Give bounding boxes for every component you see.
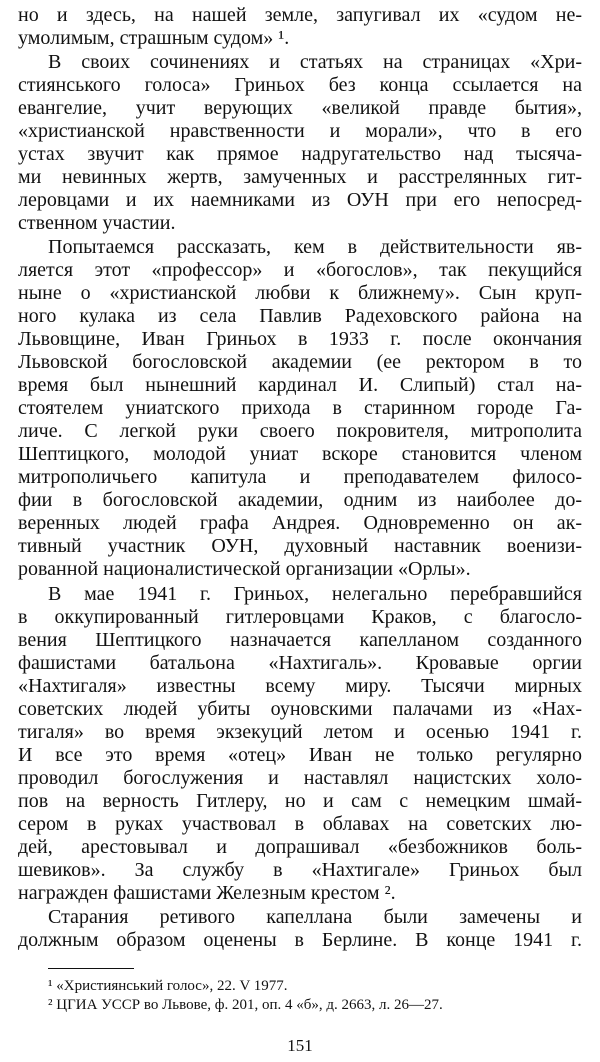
text-line: должным образом оценены в Берлине. В конце 1941 г. (18, 929, 582, 951)
text-line: дей, арестовывал и допрашивал «безбожников боль- (18, 836, 582, 858)
text-line: Шептицкого, молодой униат вскоре становится членом (18, 443, 582, 465)
text-line: митрополичьего капитула и преподавателем филосо- (18, 466, 582, 488)
text-line: ственном участии. (18, 212, 176, 234)
paragraph-first-line: Попытаемся рассказать, кем в действительности яв- (48, 236, 582, 258)
footnote: ² ЦГИА УССР во Львове, ф. 201, оп. 4 «б», д. 2663, л. 26—27. (48, 997, 443, 1013)
text-line: умолимым, страшным судом» ¹. (18, 27, 290, 49)
text-line: в оккупированный гитлеровцами Краков, с благосло- (18, 606, 582, 628)
text-line: время был нынешний кардинал И. Слипый) стал на- (18, 374, 582, 396)
text-line: Львовской богословской академии (ее ректором в то (18, 351, 582, 373)
footnote-separator (48, 968, 134, 969)
text-line: пов на верность Гитлеру, но и сам с немецким шмай- (18, 790, 582, 812)
text-line: вения Шептицкого назначается капелланом созданного (18, 629, 582, 651)
text-line: ми невинных жертв, замученных и расстрелянных гит- (18, 166, 582, 188)
text-line: фашистами батальона «Нахтигаль». Кровавые оргии (18, 652, 582, 674)
text-line: «христианской нравственности и морали», что в его (18, 120, 582, 142)
text-line: евангелие, учит верующих «великой правде бытия», (18, 97, 582, 119)
text-line: рованной националистической организации «Орлы». (18, 558, 471, 580)
text-line: но и здесь, на нашей земле, запугивал их «судом не- (18, 4, 582, 26)
paragraph-first-line: В мае 1941 г. Гриньох, нелегально перебравшийся (48, 583, 582, 605)
page-number: 151 (287, 1036, 313, 1055)
text-line: веренных людей графа Андрея. Одновременно он ак- (18, 512, 582, 534)
text-line: ляется этот «профессор» и «богослов», так пекущийся (18, 259, 582, 281)
text-line: ного кулака из села Павлив Радеховского района на (18, 305, 582, 327)
text-line: ныне о «христианской любви к ближнему». Сын круп- (18, 282, 582, 304)
text-line: проводил богослужения и наставлял нацистских холо- (18, 767, 582, 789)
text-line: леровцами и их наемниками из ОУН при его непосред- (18, 189, 582, 211)
text-line: стоятелем униатского прихода в старинном городе Га- (18, 397, 582, 419)
text-line: Львовщине, Иван Гриньох в 1933 г. после окончания (18, 328, 582, 350)
text-line: личе. С легкой руки своего покровителя, митрополита (18, 420, 582, 442)
text-line: стиянського голоса» Гриньох без конца ссылается на (18, 74, 582, 96)
text-line: фии в богословской академии, одним из наиболее до- (18, 489, 582, 511)
text-line: «Нахтигаля» известны всему миру. Тысячи мирных (18, 675, 582, 697)
text-line: шевиков». За службу в «Нахтигале» Гриньох был (18, 859, 582, 881)
text-line: устах звучит как прямое надругательство над тысяча- (18, 143, 582, 165)
paragraph-first-line: В своих сочинениях и статьях на страницах «Хри- (48, 51, 582, 73)
paragraph-first-line: Старания ретивого капеллана были замечены и (48, 906, 582, 928)
text-line: тивный участник ОУН, духовный наставник военизи- (18, 535, 582, 557)
text-line: сером в руках участвовал в облавах на советских лю- (18, 813, 582, 835)
text-line: советских людей убиты оуновскими палачами из «Нах- (18, 698, 582, 720)
text-line: тигаля» во время экзекуций летом и осенью 1941 г. (18, 721, 582, 743)
footnote: ¹ «Християнський голос», 22. V 1977. (48, 978, 288, 994)
text-line: И все это время «отец» Иван не только регулярно (18, 744, 582, 766)
text-line: награжден фашистами Железным крестом ². (18, 882, 396, 904)
